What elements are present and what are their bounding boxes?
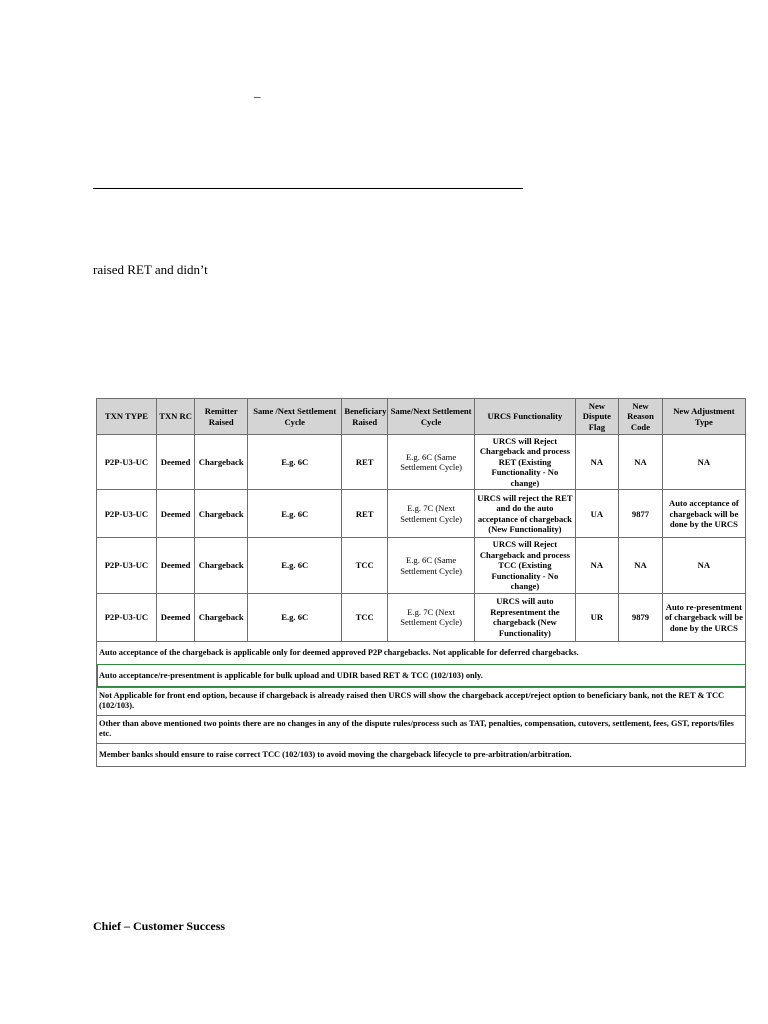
header-remitter-cycle: Same /Next Settlement Cycle [248,399,342,435]
cell-beneficiary: RET [342,435,388,490]
table-row [97,593,746,641]
note-text: Not Applicable for front end option, because if chargeback is already raised then URCS will show the chargeback accept/reject option to beneficiary bank, not the RET & TCC (102/103). [97,687,746,715]
header-new-reason-code: New Reason Code [619,399,663,435]
cell-txn-rc: Deemed [156,435,195,490]
cell-beneficiary-cycle: E.g. 7C (Next Settlement Cycle) [388,490,475,538]
cell-remitter: Chargeback [195,490,248,538]
cell-remitter-cycle: E.g. 6C [248,435,342,490]
cell-adjustment-type: Auto re-presentment of chargeback will be done by the URCS [662,593,745,641]
cell-remitter-cycle: E.g. 6C [248,593,342,641]
table-row [97,435,746,490]
note-text: Other than above mentioned two points there are no changes in any of the dispute rules/process such as TAT, penalties, compensation, cutovers, settlement, fees, GST, reports/files etc. [97,715,746,743]
cell-dispute-flag: NA [575,538,619,593]
cell-beneficiary-cycle: E.g. 6C (Same Settlement Cycle) [388,435,475,490]
cell-beneficiary-cycle: E.g. 6C (Same Settlement Cycle) [388,538,475,593]
horizontal-rule [93,188,523,189]
table-row [97,538,746,593]
note-row [97,641,746,664]
header-beneficiary-cycle: Same/Next Settlement Cycle [388,399,475,435]
cell-txn-type: P2P-U3-UC [97,538,157,593]
cell-reason-code: NA [619,435,663,490]
cell-remitter-cycle: E.g. 6C [248,538,342,593]
cell-txn-type: P2P-U3-UC [97,593,157,641]
header-new-dispute-flag: New Dispute Flag [575,399,619,435]
header-txn-rc: TXN RC [156,399,195,435]
cell-txn-rc: Deemed [156,538,195,593]
note-row [97,743,746,766]
cell-urcs-functionality: URCS will Reject Chargeback and process TCC (Existing Functionality - No change) [475,538,575,593]
header-new-adjustment-type: New Adjustment Type [662,399,745,435]
cell-dispute-flag: UA [575,490,619,538]
header-urcs-functionality: URCS Functionality [475,399,575,435]
cell-txn-type: P2P-U3-UC [97,435,157,490]
header-dash: _ [254,84,261,99]
cell-remitter: Chargeback [195,435,248,490]
signature-title: Chief – Customer Success [93,919,226,933]
note-text: Auto acceptance/re-presentment is applicable for bulk upload and UDIR based RET & TCC (102/103) only. [97,664,746,687]
body-text-fragment: raised RET and didn’t [93,262,208,277]
cell-remitter: Chargeback [195,593,248,641]
cell-reason-code: 9879 [619,593,663,641]
note-row [97,687,746,715]
cell-urcs-functionality: URCS will Reject Chargeback and process RET (Existing Functionality - No change) [475,435,575,490]
cell-txn-rc: Deemed [156,593,195,641]
cell-remitter: Chargeback [195,538,248,593]
cell-txn-rc: Deemed [156,490,195,538]
cell-urcs-functionality: URCS will reject the RET and do the auto acceptance of chargeback (New Functionality) [475,490,575,538]
note-row [97,715,746,743]
header-beneficiary-raised: Beneficiary Raised [342,399,388,435]
cell-adjustment-type: NA [662,538,745,593]
header-remitter-raised: Remitter Raised [195,399,248,435]
note-text: Member banks should ensure to raise correct TCC (102/103) to avoid moving the chargeback lifecycle to pre-arbitration/arbitration. [97,743,746,766]
cell-dispute-flag: UR [575,593,619,641]
cell-dispute-flag: NA [575,435,619,490]
cell-beneficiary-cycle: E.g. 7C (Next Settlement Cycle) [388,593,475,641]
cell-txn-type: P2P-U3-UC [97,490,157,538]
cell-beneficiary: RET [342,490,388,538]
cell-urcs-functionality: URCS will auto Representment the chargeback (New Functionality) [475,593,575,641]
cell-beneficiary: TCC [342,593,388,641]
cell-beneficiary: TCC [342,538,388,593]
header-txn-type: TXN TYPE [97,399,157,435]
dispute-rules-table [96,398,746,767]
note-row [97,664,746,687]
cell-reason-code: 9877 [619,490,663,538]
cell-adjustment-type: NA [662,435,745,490]
table-header-row [97,399,746,435]
note-text: Auto acceptance of the chargeback is applicable only for deemed approved P2P chargebacks. Not applicable for deferred chargebacks. [97,641,746,664]
cell-reason-code: NA [619,538,663,593]
cell-adjustment-type: Auto acceptance of chargeback will be done by the URCS [662,490,745,538]
cell-remitter-cycle: E.g. 6C [248,490,342,538]
table-row [97,490,746,538]
